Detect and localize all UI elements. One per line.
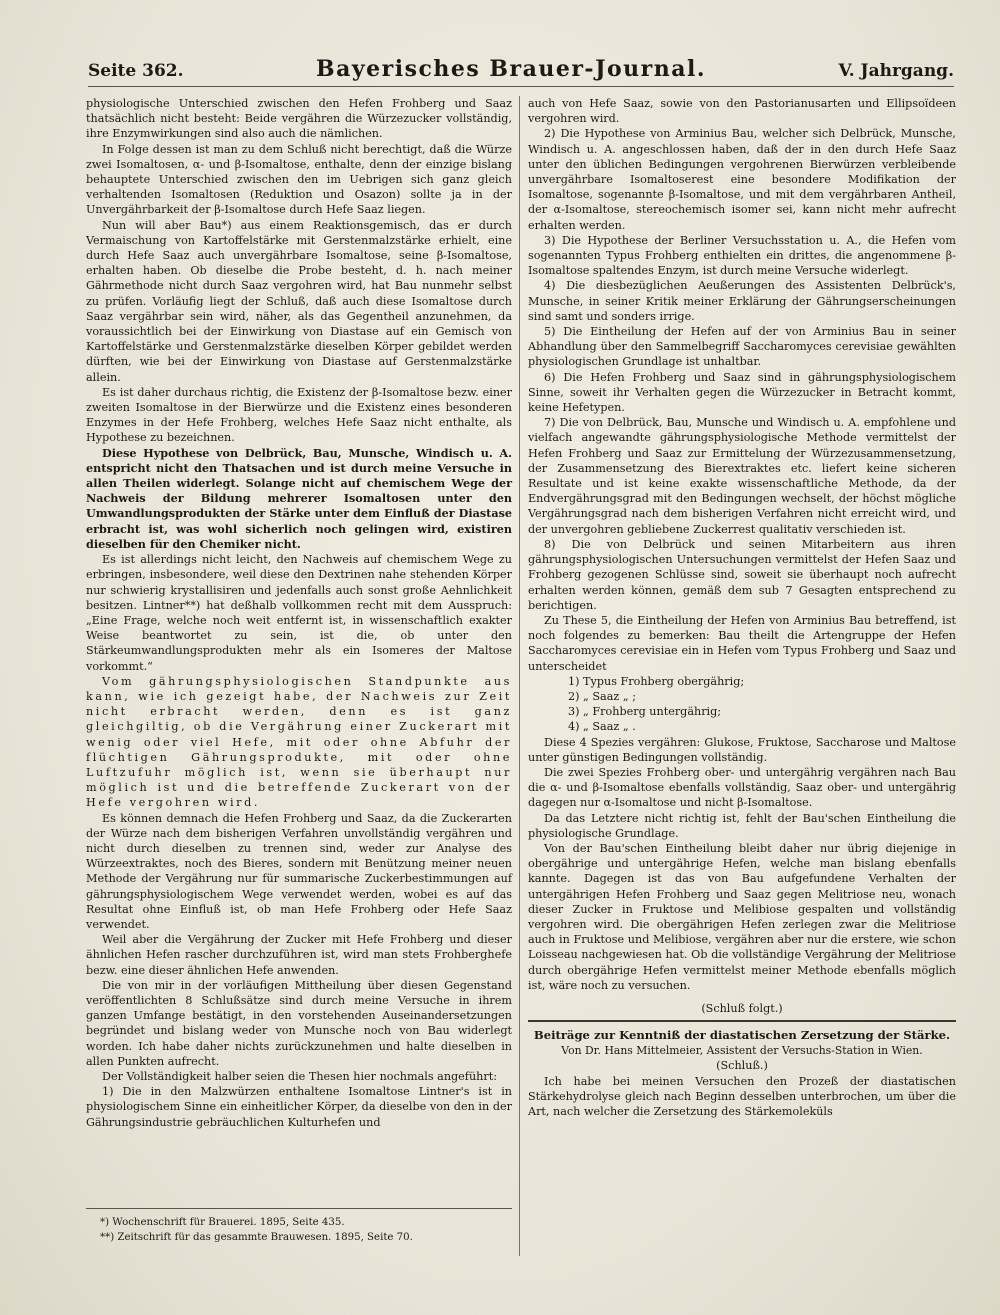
thesis-3: 3) Die Hypothese der Berliner Versuchsstation u. A., die Hefen vom sogenannten Typus Frohberg enthielten ein drittes, die angenommene β-Isomaltose spaltendes Enzym, ist durch meine Versuche widerlegt. [528, 233, 956, 278]
next-article-title: Beiträge zur Kenntniß der diastatischen Zersetzung der Stärke. [528, 1020, 956, 1043]
paragraph: Weil aber die Vergährung der Zucker mit Hefe Frohberg und dieser ähnlichen Hefen rascher durchzuführen ist, wird man stets Frohberghefe bezw. eine dieser ähnlichen Hefe anwenden. [86, 933, 512, 977]
paragraph: Von der Bau'schen Eintheilung bleibt daher nur übrig diejenige in obergährige und untergährige Hefen, welche man bislang ebenfalls kannte. Dagegen ist das von Bau aufgefundene Verhalten der untergährigen Hefen Frohberg und Saaz gegen Melitriose neu, wonach dieser Zucker in Fruktose und Melibiose gespalten und vollständig vergohren wird. Die obergährigen Hefen zerlegen zwar die Melitriose auch in Fruktose und Melibiose, vergähren aber nur die erstere, wie schon Loisseau nachgewiesen hat. Ob die vollständige Vergährung der Melitriose durch obergährige Hefen vermittelst meiner Methode ebenfalls möglich ist, wäre noch zu versuchen. [528, 841, 956, 992]
paragraph-bold-thesis: Diese Hypothese von Delbrück, Bau, Munsche, Windisch u. A. entspricht nicht den Thatsachen und ist durch meine Versuche in allen Theilen widerlegt. Solange nicht auf chemischem Wege der Nachweis der Bildung mehrerer Isomaltosen unter den Umwandlungsprodukten der Stärke unter dem Einfluß der Diastase erbracht ist, was wohl sicherlich noch gelingen wird, existiren dieselben für den Chemiker nicht. [86, 445, 512, 551]
continued-note: (Schluß folgt.) [701, 1001, 783, 1015]
thesis-4: 4) Die diesbezüglichen Aeußerungen des Assistenten Delbrück's, Munsche, in seiner Kritik meiner Erklärung der Gährungserscheinungen sind samt und sonders irrige. [528, 279, 956, 323]
thesis-2: 2) Die Hypothese von Arminius Bau, welcher sich Delbrück, Munsche, Windisch u. A. angeschlossen haben, daß der in den durch Hefe Saaz unter den üblichen Bedingungen vergohrenen Bierwürzen verbleibende unvergährbare Isomaltoserest eine besondere Modifikation der Isomaltose, sogenannte β-Isomaltose, und mit dem vergährbaren Antheil, der α-Isomaltose, stereochemisch isomer sei, kann nicht mehr aufrecht erhalten werden. [528, 127, 956, 232]
journal-title: Bayerisches Brauer-Journal. [316, 56, 707, 82]
volume-year: V. Jahrgang. [838, 61, 954, 81]
paragraph: auch von Hefe Saaz, sowie von den Pastorianusarten und Ellipsoïdeen vergohren wird. [528, 97, 956, 126]
paragraph: Die von mir in der vorläufigen Mittheilung über diesen Gegenstand veröffentlichten 8 Schlußsätze sind durch meine Versuche in ihrem ganzen Umfange bestätigt, in den vorstehenden Auseinandersetzungen begründet und bislang weder von Munsche noch von Bau widerlegt worden. Ich habe daher nichts zurückzunehmen und halte dieselben in allen Punkten aufrecht. [86, 978, 512, 1068]
column-divider [519, 96, 520, 1256]
left-column [86, 96, 512, 1192]
paragraph: Diese 4 Spezies vergähren: Glukose, Fruktose, Saccharose und Maltose unter günstigen Bedingungen vollständig. [528, 735, 956, 764]
paragraph: Der Vollständigkeit halber seien die Thesen hier nochmals angeführt: [102, 1070, 497, 1083]
paragraph: Ich habe bei meinen Versuchen den Prozeß der diastatischen Stärkehydrolyse gleich nach Beginn desselben unterbrochen, um über die Art, nach welcher die Zersetzung des Stärkemoleküls [528, 1074, 956, 1118]
paragraph: Die zwei Spezies Frohberg ober- und untergährig vergähren nach Bau die α- und β-Isomaltose ebenfalls vollständig, Saaz ober- und untergährig dagegen nur α-Isomaltose und nicht β-Isomaltose. [528, 765, 956, 810]
paragraph: Nun will aber Bau*) aus einem Reaktionsgemisch, das er durch Vermaischung von Kartoffelstärke mit Gerstenmalzstärke erhielt, eine durch Hefe Saaz auch unvergährbare Isomaltose, seine β-Isomaltose, erhalten haben. Ob dieselbe die Probe besteht, d. h. nach meiner Gährmethode nicht durch Saaz vergohren wird, hat Bau nunmehr selbst zu prüfen. Vorläufig liegt der Schluß, daß auch diese Isomaltose durch Saaz vergährbar sein wird, näher, als das Gegentheil anzunehmen, da voraussichtlich bei der Einwirkung von Diastase auf ein Gemisch von Kartoffelstärke und Gerstenmalzstärke dieselben Körper gebildet werden dürften, wie bei der Einwirkung von Diastase auf Gerstenmalzstärke allein. [86, 218, 512, 384]
footnote: **) Zeitschrift für das gesammte Brauwesen. 1895, Seite 70. [100, 1232, 413, 1243]
paragraph: In Folge dessen ist man zu dem Schluß nicht berechtigt, daß die Würze zwei Isomaltosen, α- und β-Isomaltose, enthalte, denn der einzige bislang behauptete Unterschied zwischen den im Uebrigen sich ganz gleich verhaltenden Isomaltosen (Reduktion und Osazon) sollte ja in der Unvergährbarkeit der β-Isomaltose durch Hefe Saaz liegen. [86, 142, 512, 217]
paragraph: Da das Letztere nicht richtig ist, fehlt der Bau'schen Eintheilung die physiologische Grundlage. [528, 811, 956, 840]
article-note: (Schluß.) [716, 1059, 768, 1073]
paragraph: 1) Die in den Malzwürzen enthaltene Isomaltose Lintner's ist in physiologischem Sinne ein einheitlicher Körper, da dieselbe von den in der Gährungsindustrie gebräuchlichen Kulturhefen und [86, 1085, 512, 1129]
page-header [88, 56, 954, 87]
footnotes [86, 1208, 512, 1245]
paragraph: physiologische Unterschied zwischen den Hefen Frohberg und Saaz thatsächlich nicht besteht: Beide vergähren die Würzezucker vollständig, ihre Enzymwirkungen sind also auch die nämlichen. [86, 97, 512, 141]
footnote: *) Wochenschrift für Brauerei. 1895, Seite 435. [100, 1217, 345, 1228]
thesis-6: 6) Die Hefen Frohberg und Saaz sind in gährungsphysiologischem Sinne, soweit ihr Verhalten gegen die Würzezucker in Betracht kommt, keine Hefetypen. [528, 370, 956, 415]
yeast-species-list [528, 674, 956, 735]
paragraph-spaced: Vom gährungsphysiologischen Standpunkte aus kann, wie ich gezeigt habe, der Nachweis zur Zeit nicht erbracht werden, denn es ist ganz gleichgiltig, ob die Vergährung einer Zuckerart mit wenig oder viel Hefe, mit oder ohne Abfuhr der flüchtigen Gährungsprodukte, mit oder ohne Luftzufuhr möglich ist, wenn sie überhaupt nur möglich ist und die betreffende Zuckerart von der Hefe vergohren wird. [86, 674, 512, 810]
paragraph: Es ist daher durchaus richtig, die Existenz der β-Isomaltose bezw. einer zweiten Isomaltose in der Bierwürze und die Existenz eines besonderen Enzymes in der Hefe Frohberg, welches Hefe Saaz nicht enthalte, als Hypothese zu bezeichnen. [86, 385, 512, 445]
list-item: 2) „ Saaz „ ; [568, 689, 636, 703]
article-author: Von Dr. Hans Mittelmeier, Assistent der Versuchs-Station in Wien. [561, 1044, 923, 1058]
list-item: 4) „ Saaz „ . [568, 720, 636, 734]
list-item: 3) „ Frohberg untergährig; [568, 705, 722, 719]
paragraph: Zu These 5, die Eintheilung der Hefen von Arminius Bau betreffend, ist noch folgendes zu bemerken: Bau theilt die Artengruppe der Hefen Saccharomyces cerevisiae ein in Hefen vom Typus Frohberg und Saaz und unterscheidet [528, 613, 956, 673]
right-column [528, 96, 956, 1308]
page-number: Seite 362. [88, 61, 184, 81]
paragraph: Es können demnach die Hefen Frohberg und Saaz, da die Zuckerarten der Würze nach dem bisherigen Verfahren unvollständig vergähren und nicht durch dieselben zu trennen sind, weder zur Analyse des Würzeextraktes, noch des Bieres, sondern mit Benützung meiner neuen Methode der Vergährung nur für summarische Zuckerbestimmungen auf gährungsphysiologischem Wege verwendet werden, wobei es auf das Resultat ohne Einfluß ist, ob man Hefe Frohberg oder Hefe Saaz verwendet. [86, 811, 512, 931]
thesis-8: 8) Die von Delbrück und seinen Mitarbeitern aus ihren gährungsphysiologischen Untersuchungen vermittelst der Hefen Saaz und Frohberg gezogenen Schlüsse sind, soweit sie überhaupt noch aufrecht erhalten werden können, gemäß dem sub 7 Gesagten entsprechend zu berichtigen. [528, 537, 956, 612]
list-item: 1) Typus Frohberg obergährig; [568, 674, 745, 688]
paragraph: Es ist allerdings nicht leicht, den Nachweis auf chemischem Wege zu erbringen, insbesondere, weil diese den Dextrinen nahe stehenden Körper nur schwierig krystallisiren und jedenfalls auch sonst große Aehnlichkeit besitzen. Lintner**) hat deßhalb vollkommen recht mit dem Ausspruch: „Eine Frage, welche noch weit entfernt ist, in wissenschaftlich exakter Weise beantwortet zu sein, ist die, ob unter den Stärkeumwandlungsprodukten mehr als ein Isomeres der Maltose vorkommt.“ [86, 553, 512, 673]
thesis-5: 5) Die Eintheilung der Hefen auf der von Arminius Bau in seiner Abhandlung über den Sammelbegriff Saccharomyces cerevisiae gewählten physiologischen Grundlage ist unhaltbar. [528, 325, 956, 369]
thesis-7: 7) Die von Delbrück, Bau, Munsche und Windisch u. A. empfohlene und vielfach angewandte gährungsphysiologische Methode vermittelst der Hefen Frohberg und Saaz zur Ermittelung der Würzezusammensetzung, der Zusammensetzung des Bierextraktes etc. liefert keine sicheren Resultate und ist keine exakte wissenschaftliche Methode, da der Endvergährungsgrad mit den Bedingungen wechselt, der höchst mögliche Vergährungsgrad nach dem bisherigen Verfahren nicht erreicht wird, und der unvergohren gebliebene Zuckerrest qualitativ verschieden ist. [528, 416, 956, 536]
